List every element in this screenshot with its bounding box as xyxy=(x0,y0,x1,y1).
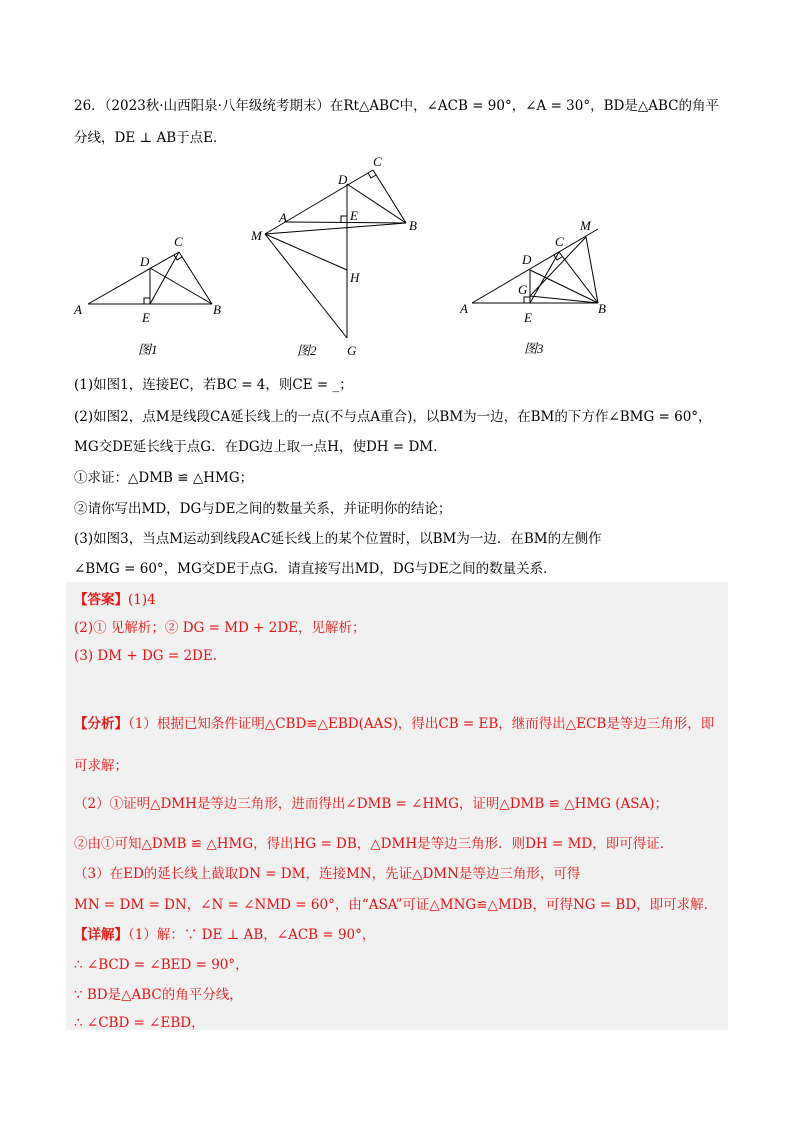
fig1-label-a: A xyxy=(74,302,82,317)
analysis-p1b: 可求解； xyxy=(74,758,128,774)
answer-line-1 xyxy=(74,590,156,610)
problem-line-1: 26．（2023秋·山西阳泉·八年级统考期末）在Rt△ABC中，∠ACB = 90°，∠A = 30°，BD是△ABC的角平 xyxy=(74,98,719,114)
figure-1 xyxy=(60,230,240,360)
analysis-p2: （2）①证明△DMH是等边三角形，进而得出∠DMB = ∠HMG，证明△DMB ≌ △HMG (ASA)； xyxy=(74,796,669,812)
answer-2: (2)① 见解析；② DG = MD + 2DE，见解析； xyxy=(74,620,366,636)
fig2-label-g: G xyxy=(347,343,357,358)
fig2-label-a: A xyxy=(279,210,287,225)
fig1-caption: 图1 xyxy=(138,342,158,357)
detail-d3: ∵ BD是△ABC的角平分线， xyxy=(74,987,243,1003)
question-3b: ∠BMG = 60°，MG交DE于点G．请直接写出MD，DG与DE之间的数量关系． xyxy=(74,561,557,577)
detail-d2: ∴ ∠BCD = ∠BED = 90°， xyxy=(74,957,249,973)
figure-2 xyxy=(245,150,435,360)
question-2c: ①求证：△DMB ≌ △HMG； xyxy=(74,470,254,486)
fig1-label-c: C xyxy=(174,234,183,249)
analysis-line-1 xyxy=(74,714,714,734)
fig3-label-a: A xyxy=(460,301,468,316)
fig2-label-d: D xyxy=(338,172,348,187)
detail-tag: 【详解】 xyxy=(74,927,128,943)
fig2-label-m: M xyxy=(251,228,262,243)
fig3-label-d: D xyxy=(522,252,532,267)
fig2-label-h: H xyxy=(350,270,360,285)
detail-d1: （1）解：∵ DE ⊥ AB，∠ACB = 90°， xyxy=(128,927,376,943)
fig1-label-d: D xyxy=(140,254,150,269)
fig1-label-e: E xyxy=(142,310,150,325)
analysis-p3: ②由①可知△DMB ≌ △HMG，得出HG = DB，△DMH是等边三角形．则DH = MD，即可得证． xyxy=(74,836,674,852)
fig2-label-b: B xyxy=(409,218,417,233)
detail-line-1 xyxy=(74,925,375,945)
fig3-label-m: M xyxy=(580,218,591,233)
question-2a: (2)如图2，点M是线段CA延长线上的一点(不与点A重合)，以BM为一边，在BM的下方作∠BMG = 60°， xyxy=(74,409,712,425)
fig3-caption: 图3 xyxy=(524,341,544,356)
detail-d4: ∴ ∠CBD = ∠EBD， xyxy=(74,1015,205,1031)
fig3-label-c: C xyxy=(555,234,564,249)
fig3-label-b: B xyxy=(598,301,606,316)
fig3-label-g: G xyxy=(518,282,528,297)
fig2-label-c: C xyxy=(373,154,382,169)
analysis-p1: （1）根据已知条件证明△CBD≌△EBD(AAS)，得出CB = EB，继而得出△ECB是等边三角形，即 xyxy=(128,716,715,732)
analysis-tag: 【分析】 xyxy=(74,716,128,732)
problem-line-2: 分线，DE ⊥ AB于点E． xyxy=(74,130,227,146)
fig2-caption: 图2 xyxy=(297,343,317,358)
answer-1: (1)4 xyxy=(128,592,156,608)
fig1-label-b: B xyxy=(213,302,221,317)
question-3a: (3)如图3，当点M运动到线段AC延长线上的某个位置时，以BM为一边．在BM的左侧作 xyxy=(74,531,602,547)
question-1: (1)如图1，连接EC，若BC = 4，则CE = _； xyxy=(74,377,353,393)
fig3-label-e: E xyxy=(524,310,532,325)
answer-3: (3) DM + DG = 2DE． xyxy=(74,648,227,664)
question-2d: ②请你写出MD，DG与DE之间的数量关系，并证明你的结论； xyxy=(74,501,452,517)
analysis-p5: MN = DM = DN，∠N = ∠NMD = 60°，由“ASA”可证△MNG≌△MDB，可得NG = BD，即可求解． xyxy=(74,897,718,913)
analysis-p4: （3）在ED的延长线上截取DN = DM，连接MN，先证△DMN是等边三角形，可得 xyxy=(74,866,581,882)
answer-tag: 【答案】 xyxy=(74,592,128,608)
fig2-label-e: E xyxy=(350,208,358,223)
figure-3 xyxy=(450,210,620,360)
question-2b: MG交DE延长线于点G．在DG边上取一点H，使DH = DM． xyxy=(74,439,447,455)
